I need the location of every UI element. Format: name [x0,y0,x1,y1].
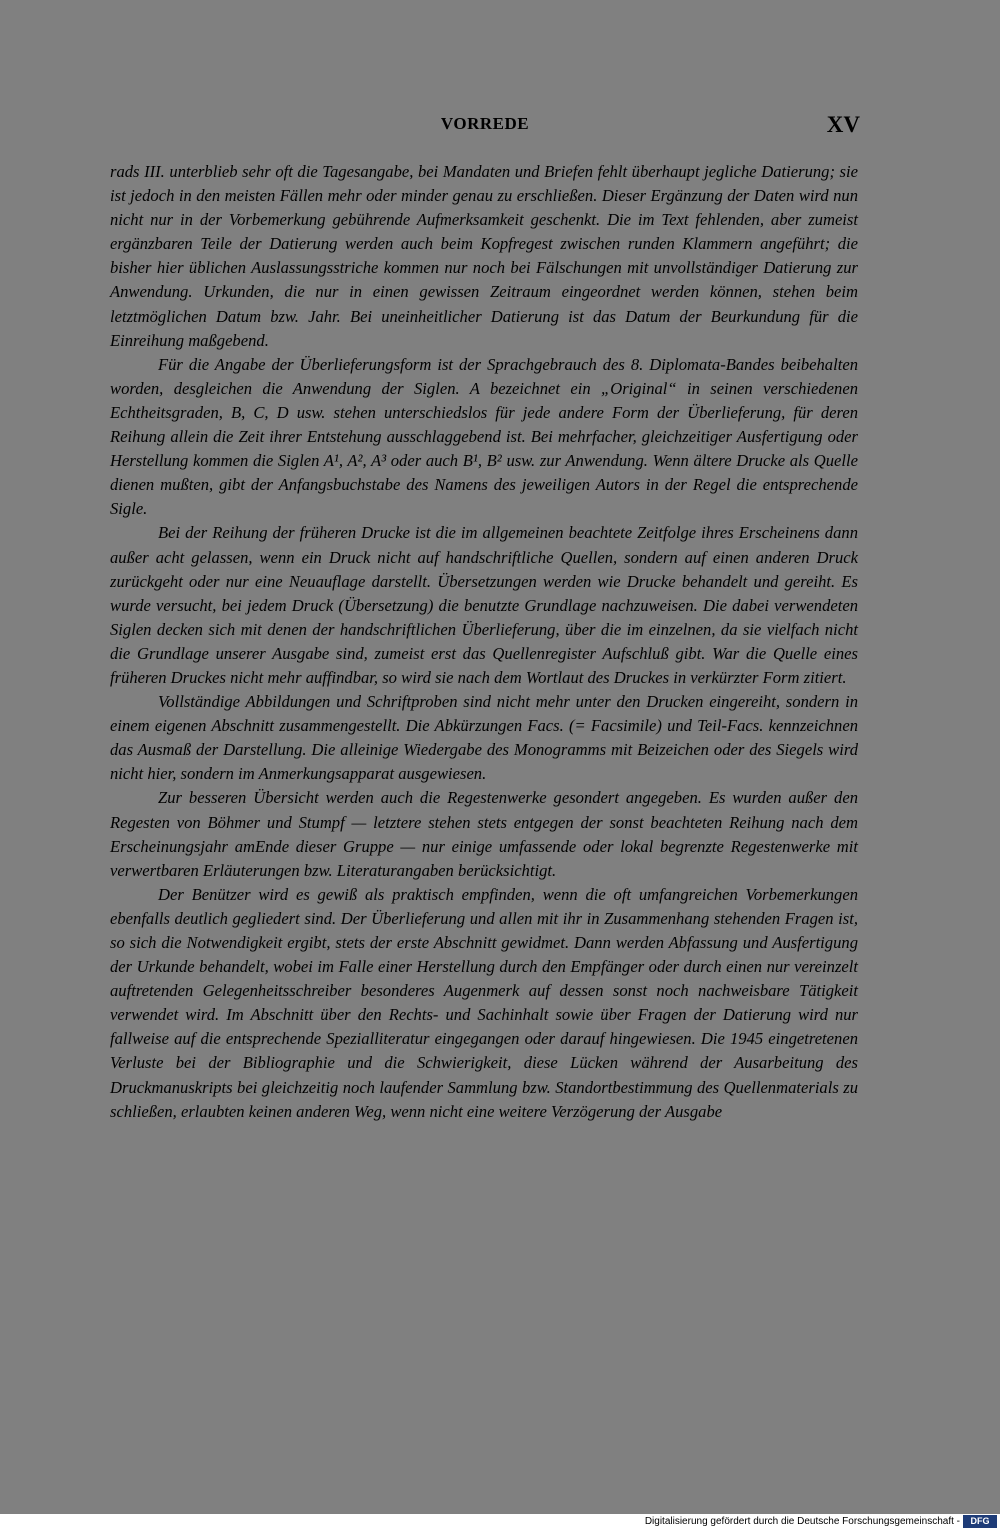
paragraph-illustrations: Vollständige Abbildungen und Schriftproben sind nicht mehr unter den Drucken eingereiht, sondern in einem eigenen Abschnitt zusammengestellt. Die Abkürzungen Facs. (= Facsimile) und Teil-Facs. kennzeichnen das Ausmaß der Darstellung. Die alleinige Wiedergabe des Monogramms mit Beizeichen oder des Siegels wird nicht hier, sondern im Anmerkungsapparat ausgewiesen. [110,692,858,784]
funding-credit: Digitalisierung gefördert durch die Deutsche Forschungsgemeinschaft - [644,1516,960,1527]
paragraph-regest-works: Zur besseren Übersicht werden auch die Regestenwerke gesondert angegeben. Es wurden außer den Regesten von Böhmer und Stumpf — letztere stehen stets entgegen der sonst beachteten Reihung nach dem Erscheinungsjahr amEnde dieser Gruppe — nur einige umfassende oder lokal begrenzte Regestenwerke mit verwertbaren Erläuterungen bzw. Literaturangaben berücksichtigt. [110,788,858,880]
running-head [110,112,860,142]
paragraph-transmission-form: Für die Angabe der Überlieferungsform ist der Sprachgebrauch des 8. Diplomata-Bandes beibehalten worden, desgleichen die Anwendung der Siglen. A bezeichnet ein „Original“ in seinen verschiedenen Echtheitsgraden, B, C, D usw. stehen unterschiedslos für jede andere Form der Überlieferung, für deren Reihung allein die Zeit ihrer Entstehung ausschlaggebend ist. Bei mehrfacher, gleichzeitiger Ausfertigung oder Herstellung kommen die Siglen A¹, A², A³ oder auch B¹, B² usw. zur Anwendung. Wenn ältere Drucke als Quelle dienen mußten, gibt der Anfangsbuchstabe des Namens des jeweiligen Autors in der Regel die entsprechende Sigle. [110,354,858,519]
dfg-logo: DFG [963,1515,997,1528]
page-number: XV [826,112,860,137]
body-text [110,160,858,1124]
footer-bar [0,1514,1000,1530]
running-title: VORREDE [440,114,530,133]
paragraph-continued: rads III. unterblieb sehr oft die Tagesangabe, bei Mandaten und Briefen fehlt überhaupt jegliche Datierung; sie ist jedoch in den meisten Fällen mehr oder minder genau zu erschließen. Dieser Ergänzung der Daten wird nun nicht nur in der Vorbemerkung gebührende Aufmerksamkeit geschenkt. Die im Text fehlenden, aber zumeist ergänzbaren Teile der Datierung werden auch beim Kopfregest zwischen runden Klammern angeführt; die bisher hier üblichen Auslassungsstriche kommen nur noch bei Fälschungen mit unvollständiger Datierung zur Anwendung. Urkunden, die nur in einen gewissen Zeitraum eingeordnet werden können, stehen beim letztmöglichen Datum bzw. Jahr. Bei uneinheitlicher Datierung ist das Datum der Beurkundung für die Einreihung maßgebend. [110,162,858,350]
paragraph-preliminary-remarks: Der Benützer wird es gewiß als praktisch empfinden, wenn die oft umfangreichen Vorbemerkungen ebenfalls deutlich gegliedert sind. Der Überlieferung und allen mit ihr in Zusammenhang stehenden Fragen ist, so sich die Notwendigkeit ergibt, stets der erste Abschnitt gewidmet. Dann werden Abfassung und Ausfertigung der Urkunde behandelt, wobei im Falle einer Herstellung durch den Empfänger oder durch einen nur vereinzelt auftretenden Gelegenheitsschreiber besonderes Augenmerk auf dessen sonst noch nachweisbare Tätigkeit verwendet wird. Im Abschnitt über den Rechts- und Sachinhalt sowie über Fragen der Datierung wird nur fallweise auf die entsprechende Spezialliteratur eingegangen oder darauf hingewiesen. Die 1945 eingetretenen Verluste bei der Bibliographie und die Schwierigkeit, diese Lücken während der Ausarbeitung des Druckmanuskripts bei gleichzeitig noch laufender Sammlung bzw. Standortbestimmung des Quellenmaterials zu schließen, erlaubten keinen anderen Weg, wenn nicht eine weitere Verzögerung der Ausgabe [110,884,858,1121]
paragraph-earlier-prints: Bei der Reihung der früheren Drucke ist die im allgemeinen beachtete Zeitfolge ihres Erscheinens dann außer acht gelassen, wenn ein Druck nicht auf handschriftliche Quellen, sondern auf einen anderen Druck zurückgeht oder nur eine Neuauflage darstellt. Übersetzungen werden wie Drucke behandelt und gereiht. Es wurde versucht, bei jedem Druck (Übersetzung) die benutzte Grundlage nachzuweisen. Die dabei verwendeten Siglen decken sich mit denen der handschriftlichen Überlieferung, über die im einzelnen, da sie vielfach nicht die Grundlage unserer Ausgabe sind, zumeist erst das Quellenregister Aufschluß gibt. War die Quelle eines früheren Druckes nicht mehr auffindbar, so wird sie nach dem Wortlaut des Druckes in verkürzter Form zitiert. [110,523,858,687]
